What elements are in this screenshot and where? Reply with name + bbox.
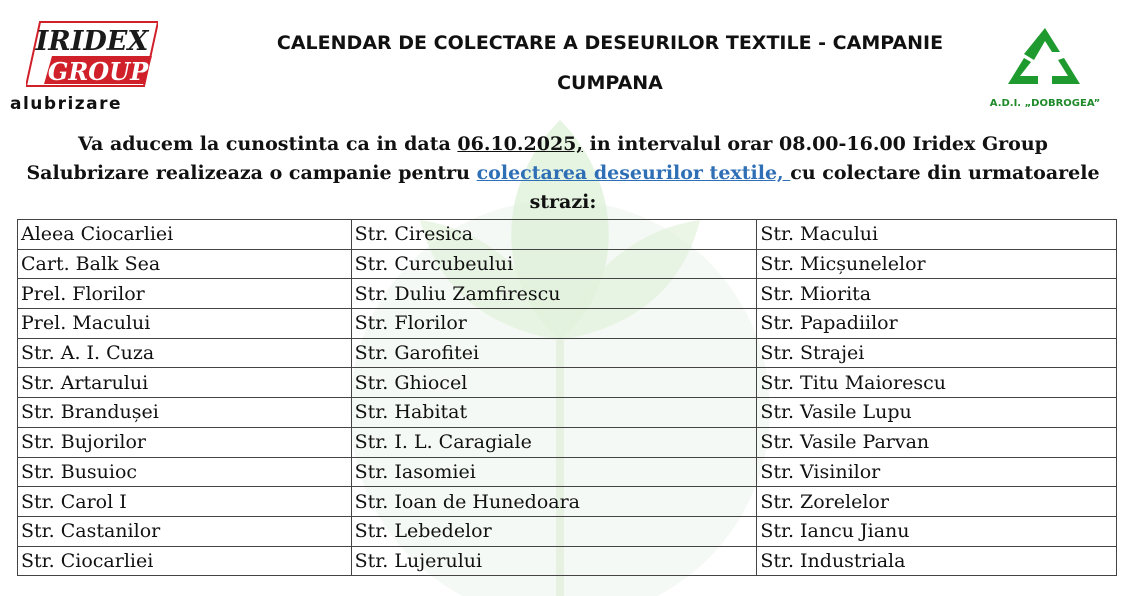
- intro-date: 06.10.2025,: [457, 133, 584, 155]
- table-row: [18, 309, 1117, 339]
- street-cell: Cart. Balk Sea: [18, 249, 352, 279]
- streets-table: [17, 219, 1117, 576]
- street-cell: Str. Carol I: [18, 487, 352, 517]
- street-cell: Str. Castanilor: [18, 516, 352, 546]
- street-cell: Str. Brandușei: [18, 398, 352, 428]
- street-cell: Str. Ghiocel: [351, 368, 757, 398]
- street-cell: Aleea Ciocarliei: [18, 220, 352, 250]
- street-cell: Str. Artarului: [18, 368, 352, 398]
- table-row: [18, 220, 1117, 250]
- table-row: [18, 457, 1117, 487]
- table-row: [18, 398, 1117, 428]
- street-cell: Str. Iancu Jianu: [757, 516, 1117, 546]
- street-cell: Str. Industriala: [757, 546, 1117, 576]
- intro-part2: in intervalul orar 08.00-16.00 Iridex Group Salubrizare realizeaza o campanie pentru: [26, 133, 1048, 184]
- street-cell: Str. Lujerului: [351, 546, 757, 576]
- street-cell: Str. Habitat: [351, 398, 757, 428]
- street-cell: Str. Ciocarliei: [18, 546, 352, 576]
- street-cell: Str. Vasile Lupu: [757, 398, 1117, 428]
- street-cell: Str. Papadiilor: [757, 309, 1117, 339]
- table-row: [18, 487, 1117, 517]
- table-row: [18, 516, 1117, 546]
- street-cell: Str. Garofitei: [351, 338, 757, 368]
- street-cell: Prel. Florilor: [18, 279, 352, 309]
- page-title-line2: CUMPANA: [557, 72, 663, 94]
- table-row: [18, 249, 1117, 279]
- iridex-logo: [10, 18, 160, 114]
- table-row: [18, 279, 1117, 309]
- intro-part3: cu colectare din urmatoarele strazi:: [529, 162, 1100, 213]
- logo-line2: GROUP: [47, 57, 149, 86]
- street-cell: Str. Bujorilor: [18, 427, 352, 457]
- street-cell: Str. Macului: [757, 220, 1117, 250]
- street-cell: Str. Titu Maiorescu: [757, 368, 1117, 398]
- street-cell: Str. Micșunelelor: [757, 249, 1117, 279]
- adi-dobrogea-logo: [972, 24, 1118, 118]
- street-cell: Str. Ciresica: [351, 220, 757, 250]
- street-cell: Str. I. L. Caragiale: [351, 427, 757, 457]
- street-cell: Str. Ioan de Hunedoara: [351, 487, 757, 517]
- street-cell: Str. Visinilor: [757, 457, 1117, 487]
- street-cell: Str. Lebedelor: [351, 516, 757, 546]
- adi-caption: A.D.I. „DOBROGEA”: [989, 98, 1101, 109]
- iridex-logo-mark: [26, 20, 158, 88]
- intro-part1: Va aducem la cunostinta ca in data: [78, 133, 458, 155]
- logo-subtitle: alubrizare: [10, 94, 123, 114]
- table-row: [18, 546, 1117, 576]
- street-cell: Str. Miorita: [757, 279, 1117, 309]
- table-row: [18, 427, 1117, 457]
- street-cell: Str. Zorelelor: [757, 487, 1117, 517]
- table-row: [18, 338, 1117, 368]
- logo-line1: IRIDEX: [35, 26, 149, 57]
- table-row: [18, 368, 1117, 398]
- page-title-line1: CALENDAR DE COLECTARE A DESEURILOR TEXTILE - CAMPANIE: [276, 32, 944, 54]
- street-cell: Str. Strajei: [757, 338, 1117, 368]
- intro-link[interactable]: colectarea deseurilor textile,: [476, 162, 791, 184]
- street-cell: Str. Florilor: [351, 309, 757, 339]
- street-cell: Str. Curcubeului: [351, 249, 757, 279]
- street-cell: Prel. Macului: [18, 309, 352, 339]
- street-cell: Str. Duliu Zamfirescu: [351, 279, 757, 309]
- street-cell: Str. Busuioc: [18, 457, 352, 487]
- street-cell: Str. Iasomiei: [351, 457, 757, 487]
- street-cell: Str. Vasile Parvan: [757, 427, 1117, 457]
- recycle-icon: [972, 24, 1118, 96]
- intro-text: [20, 130, 1106, 217]
- street-cell: Str. A. I. Cuza: [18, 338, 352, 368]
